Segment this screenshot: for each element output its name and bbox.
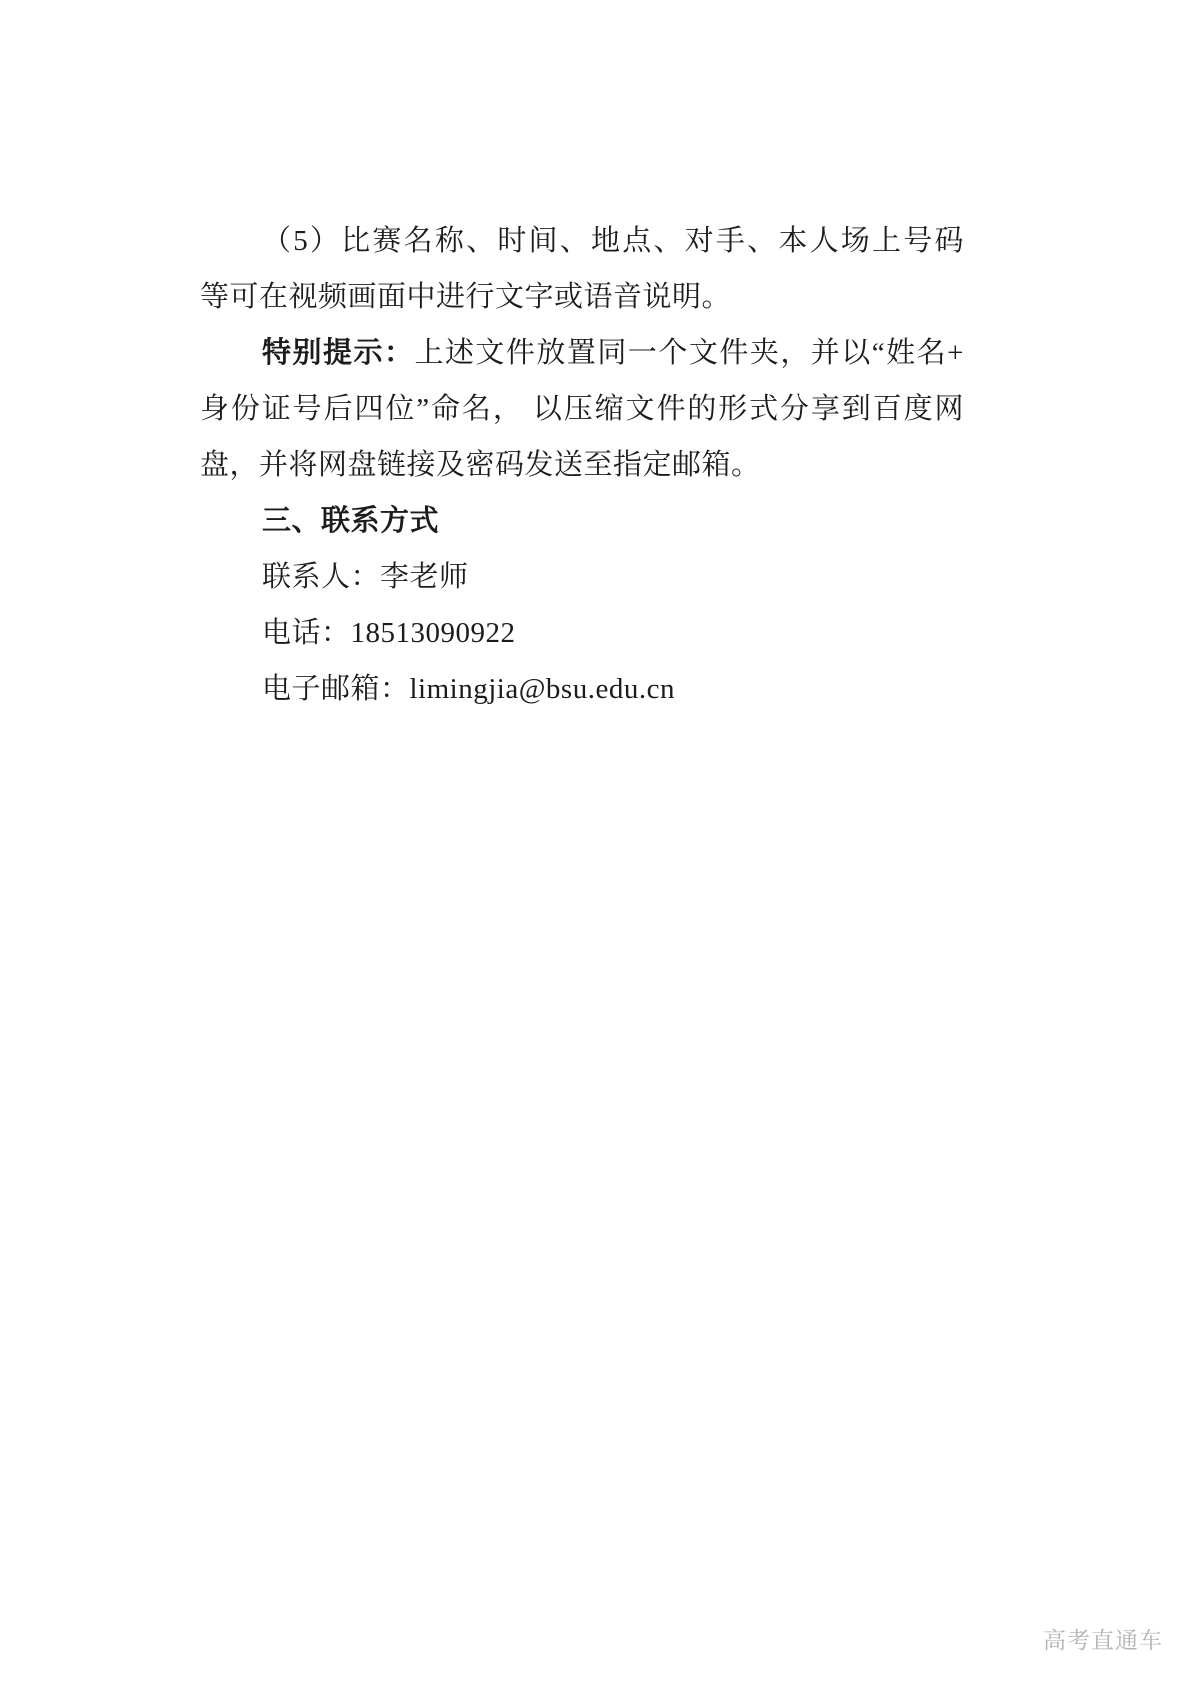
paragraph-special-note-line1 <box>200 325 964 381</box>
special-note-line1-text: 上述文件放置同一个文件夹，并以“姓名+ <box>414 337 964 369</box>
paragraph-item5-line2: 等可在视频画面中进行文字或语音说明。 <box>200 281 732 313</box>
watermark-text: 高考直通车 <box>1043 1627 1163 1653</box>
contact-phone-line: 电话：18513090922 <box>262 617 516 649</box>
contact-email-line: 电子邮箱：limingjia@bsu.edu.cn <box>262 673 675 705</box>
paragraph-special-note-line2: 身份证号后四位”命名， 以压缩文件的形式分享到百度网 <box>200 393 964 425</box>
document-body <box>200 213 964 717</box>
paragraph-special-note-line3: 盘，并将网盘链接及密码发送至指定邮箱。 <box>200 449 761 481</box>
section-heading-contact: 三、联系方式 <box>262 505 440 537</box>
special-note-label: 特别提示： <box>262 337 415 369</box>
paragraph-item5-line1: （5）比赛名称、时间、地点、对手、本人场上号码 <box>262 225 964 257</box>
contact-person-line: 联系人：李老师 <box>262 561 469 593</box>
